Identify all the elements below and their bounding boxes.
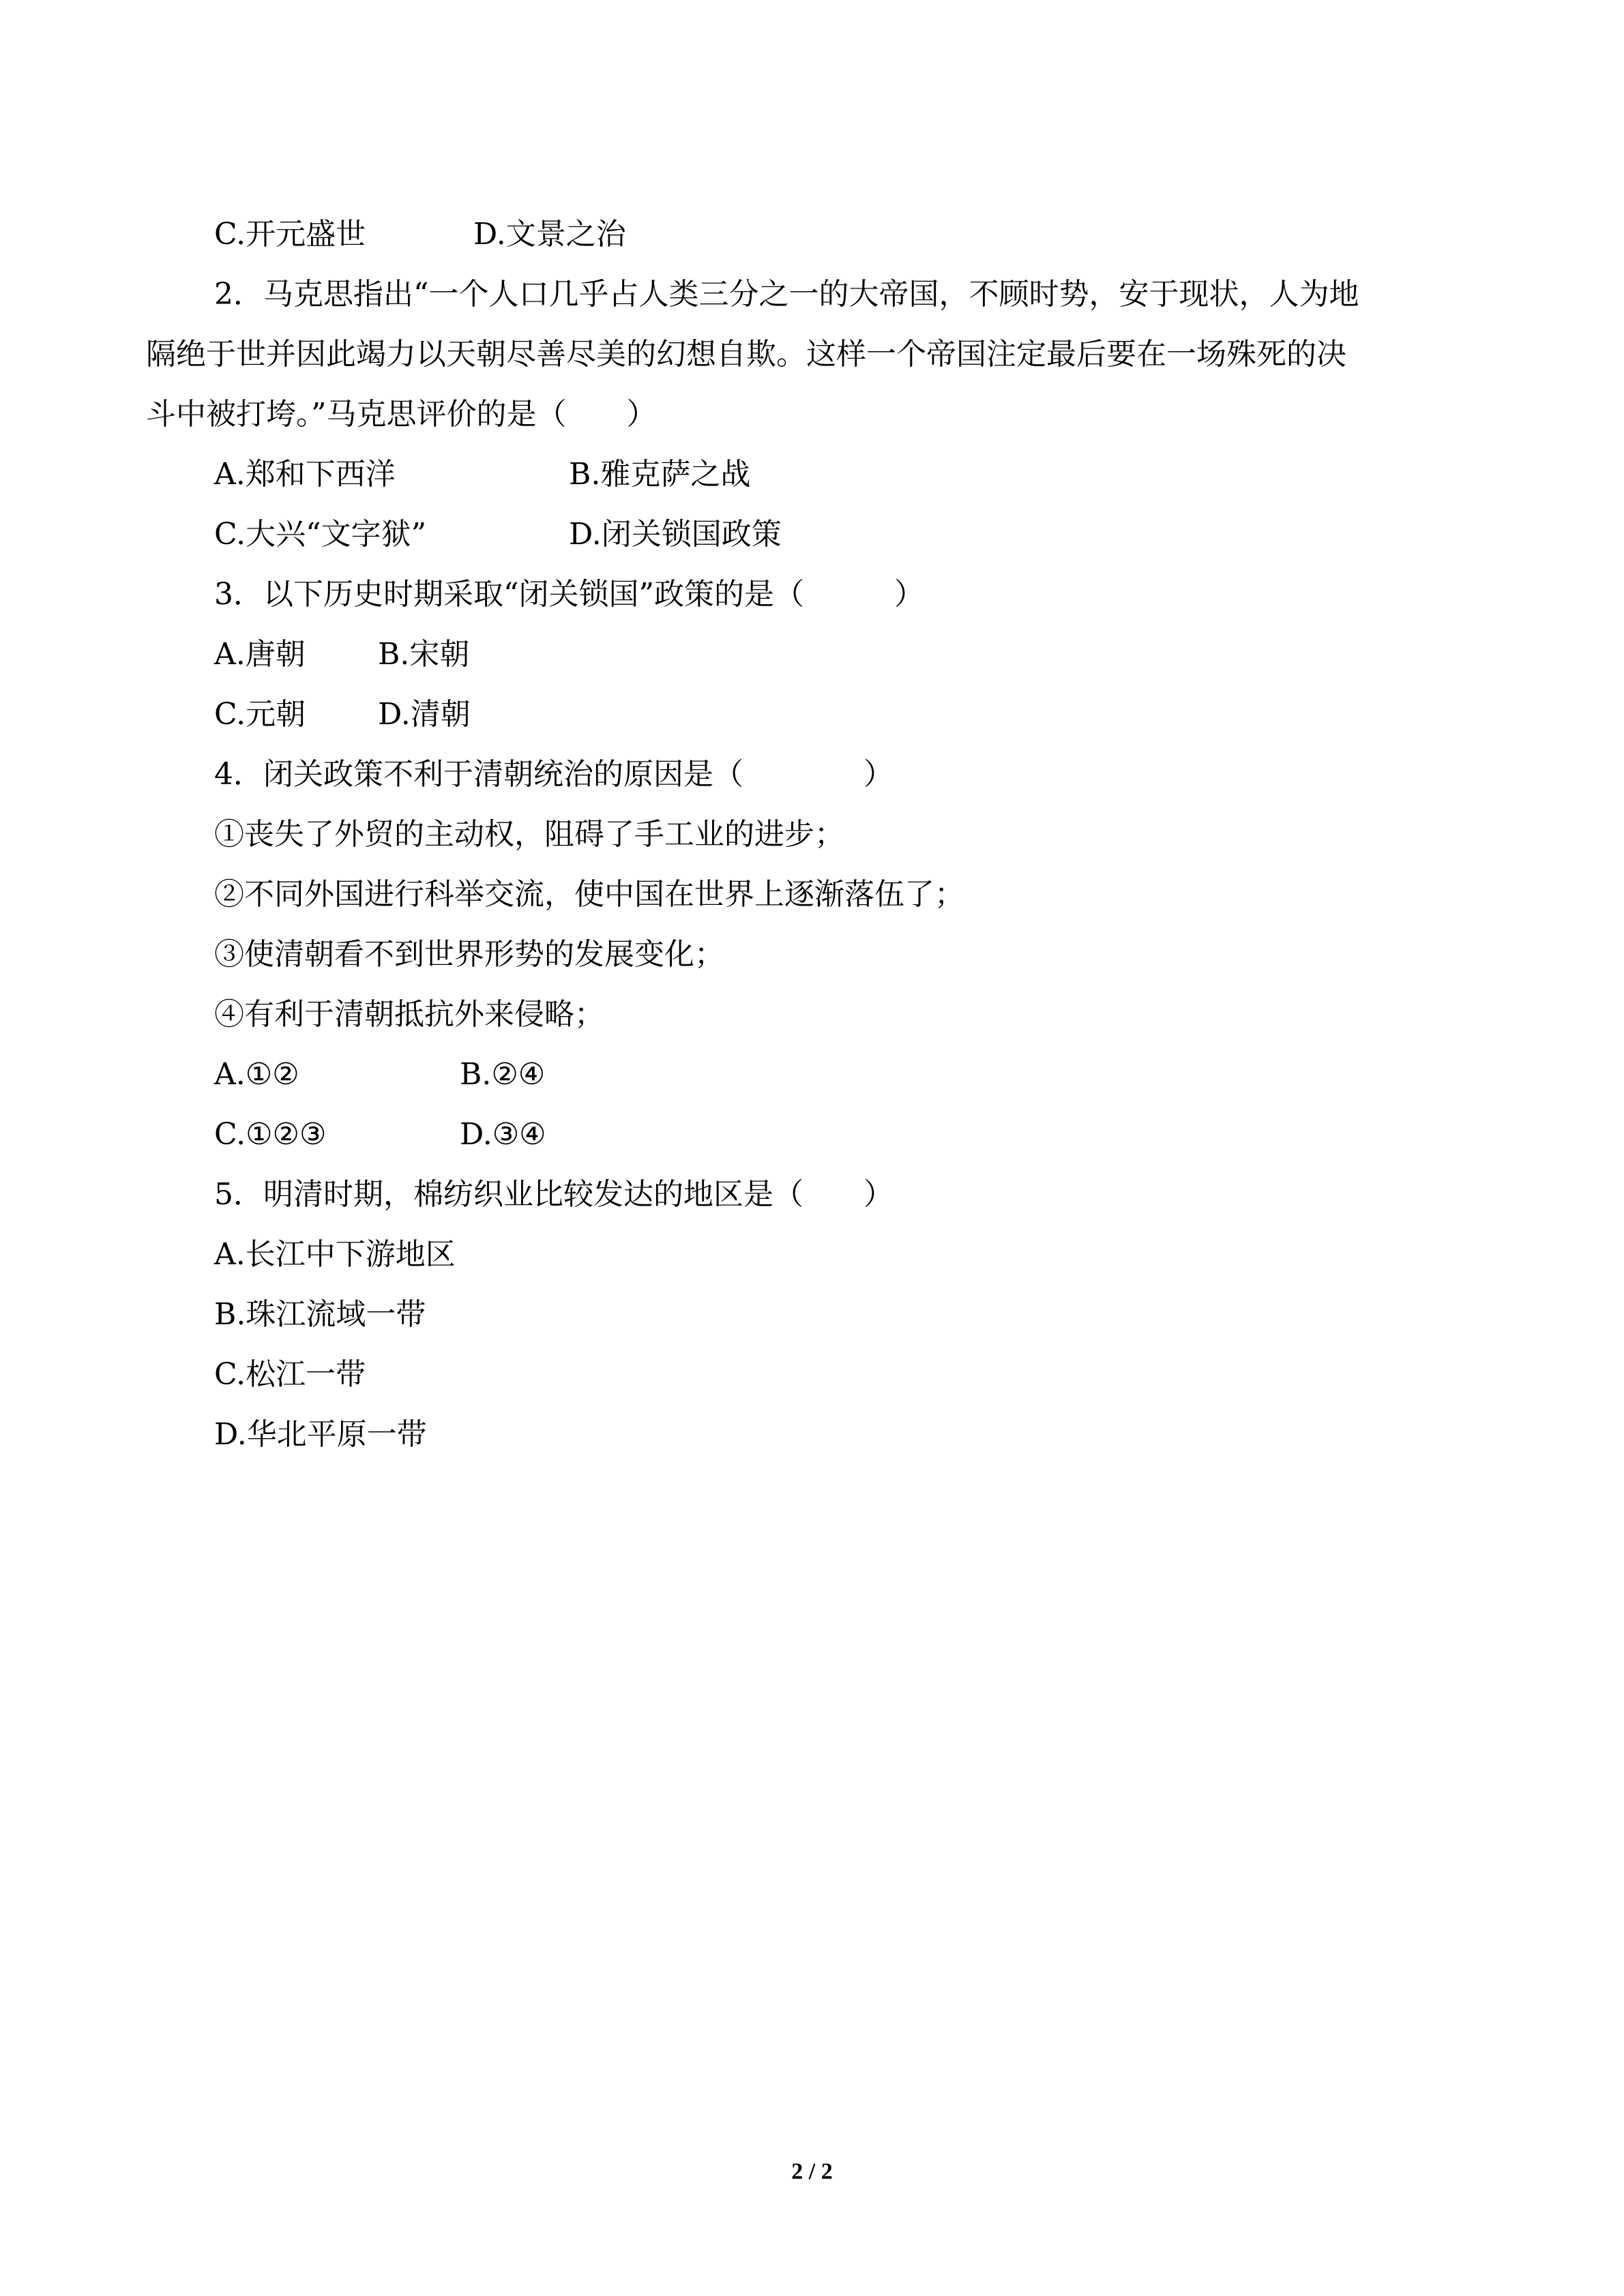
q3-options-row-2 [214, 685, 1483, 745]
q2-stem-line-1: 2．马克思指出“一个人口几乎占人类三分之一的大帝国，不顾时势，安于现状，人为地 [214, 277, 1359, 312]
q3-option-c: C.元朝 [214, 697, 306, 732]
q3-option-a: A.唐朝 [214, 637, 306, 672]
q4-option-a: A.①② [214, 1057, 299, 1092]
q4-option-d: D.③④ [460, 1117, 546, 1152]
q4-stem: 4．闭关政策不利于清朝统治的原因是（ ） [214, 757, 894, 792]
page-number: 2 / 2 [791, 2159, 833, 2184]
q3-option-d: D.清朝 [378, 697, 471, 732]
q2-option-c: C.大兴“文字狱” [214, 517, 427, 552]
q5-option-c: C.松江一带 [214, 1357, 366, 1392]
q4-options-row-2 [214, 1105, 1483, 1165]
q5-option-b: B.珠江流域一带 [214, 1297, 426, 1332]
question-content [146, 205, 1483, 1465]
q4-item-2: ②不同外国进行科举交流，使中国在世界上逐渐落伍了； [214, 877, 964, 912]
q4-options-row-1 [214, 1045, 1483, 1105]
q5-option-a: A.长江中下游地区 [214, 1237, 456, 1272]
q4-option-c: C.①②③ [214, 1117, 327, 1152]
q2-option-b: B.雅克萨之战 [569, 457, 751, 492]
q1-option-d: D.文景之治 [473, 217, 626, 252]
q1-options-row [214, 205, 1483, 265]
q5-option-d: D.华北平原一带 [214, 1417, 427, 1452]
q4-option-b: B.②④ [460, 1057, 546, 1092]
q2-stem-line-2: 隔绝于世并因此竭力以天朝尽善尽美的幻想自欺。这样一个帝国注定最后要在一场殊死的决 [146, 337, 1346, 372]
q5-stem: 5．明清时期，棉纺织业比较发达的地区是（ ） [214, 1177, 894, 1212]
q4-item-3: ③使清朝看不到世界形势的发展变化； [214, 937, 724, 972]
q1-option-c: C.开元盛世 [214, 217, 366, 252]
q4-item-4: ④有利于清朝抵抗外来侵略； [214, 997, 604, 1032]
q2-stem-line-3: 斗中被打垮。”马克思评价的是（ ） [146, 397, 657, 432]
q2-options-row-2 [214, 505, 1483, 565]
q3-option-b: B.宋朝 [378, 637, 470, 672]
q3-options-row-1 [214, 625, 1483, 685]
q2-option-d: D.闭关锁国政策 [569, 517, 782, 552]
q2-options-row-1 [214, 445, 1483, 505]
q4-item-1: ①丧失了外贸的主动权，阻碍了手工业的进步； [214, 817, 844, 852]
q3-stem: 3．以下历史时期采取“闭关锁国”政策的是（ ） [214, 577, 924, 612]
q2-option-a: A.郑和下西洋 [214, 457, 396, 492]
